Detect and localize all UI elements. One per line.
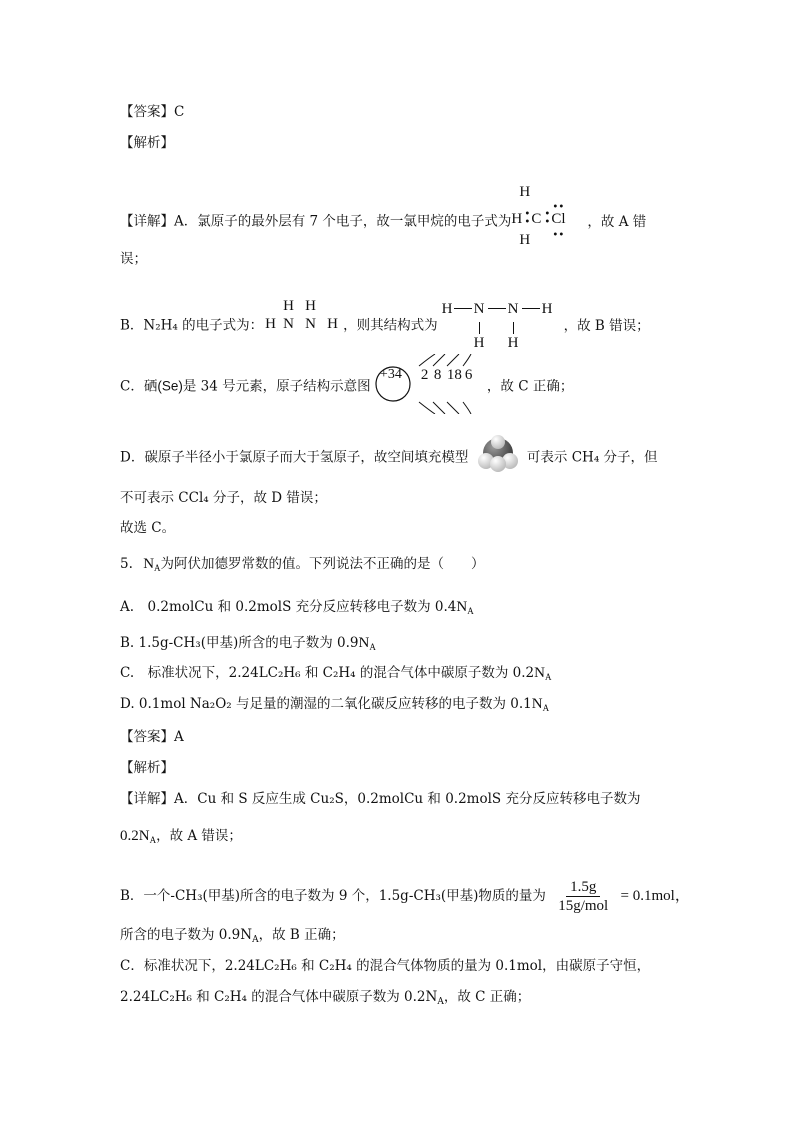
detail-d-line: [120, 441, 658, 475]
answer-5: 【答案】A: [120, 729, 184, 745]
q5-b-pre: B．一个-CH₃(甲基)所含的电子数为 9 个，1.5g-CH₃(甲基)物质的量为: [120, 888, 546, 904]
q5-detail-c-1: C．标准状况下，2.24LC₂H₆ 和 C₂H₄ 的混合气体物质的量为 0.1mol，由碳原子守恒，: [120, 958, 651, 974]
dots-2: • •: [544, 209, 551, 228]
q5-num: 5.: [120, 556, 133, 572]
shell-1: 2: [420, 367, 429, 383]
analysis-4: 【解析】: [120, 135, 174, 151]
option-a-text: A. 0.2molCu 和 0.2molS 充分反应转移电子数为 0.4: [120, 599, 457, 615]
q5-b-cont-post: ，故 B 正确；: [258, 927, 345, 943]
detail-a-cont: 误；: [120, 251, 147, 267]
s-h1: H: [441, 301, 453, 317]
question-5-stem: [120, 555, 485, 577]
detail-d-cont: 不可表示 CCl₄ 分子，故 D 错误；: [120, 490, 327, 506]
hydrazine-electron-formula: [263, 298, 343, 337]
h2: H: [305, 298, 316, 314]
detail-a-post: ，故 A 错: [587, 213, 647, 230]
q5-detail-b: [120, 878, 690, 915]
frac-numerator: 1.5g: [566, 878, 600, 897]
bond-5: [513, 322, 514, 334]
h-left: H: [511, 211, 523, 227]
chloromethane-electron-formula: [511, 184, 569, 251]
h-top: H: [519, 184, 531, 200]
bond-2: [488, 308, 506, 309]
option-a: A. 0.2molCu 和 0.2molS 充分反应转移电子数为 $0.4N_A$: [120, 599, 474, 616]
q5-detail-b-cont: 所含的电子数为 $0.9N_A$，故 B 正确；: [120, 927, 345, 945]
shell-2: 8: [433, 367, 442, 383]
answer-4: 【答案】C: [120, 104, 185, 120]
detail-a-post-5: ，故 A 错误；: [156, 828, 242, 844]
q5-b-cont: 所含的电子数为 0.9N: [120, 927, 253, 943]
c-center: C: [531, 211, 542, 227]
cl: Cl: [551, 211, 566, 227]
q5-detail-a: 【详解】A．Cu 和 S 反应生成 Cu₂S，0.2molCu 和 0.2molS 充分反应转移电子数为: [120, 791, 641, 807]
s-n1: N: [473, 301, 485, 317]
option-b: B. 1.5g-CH₃(甲基)所含的电子数为 $0.9N_A$: [120, 635, 376, 652]
s-n2: N: [507, 301, 519, 317]
q5-detail-c-2: 2.24LC₂H₆ 和 C₂H₄ 的混合气体中碳原子数为 $0.2N_A$，故 C 正确；: [120, 989, 531, 1007]
detail-a-text: 【详解】A．氯原子的最外层有 7 个电子，故一氯甲烷的电子式为: [120, 213, 512, 230]
shell-arcs: [375, 354, 487, 414]
q5-detail-a-cont: $0.2N_A$，故 A 错误；: [120, 828, 242, 845]
detail-a-value: 0.2: [120, 828, 139, 844]
n2: N: [305, 316, 316, 332]
n1: N: [283, 316, 294, 332]
s-h3: H: [473, 335, 485, 351]
detail-b-line: [120, 296, 650, 356]
dots-3: ••: [552, 202, 565, 213]
option-c-text: C. 标准状况下，2.24LC₂H₆ 和 C₂H₄ 的混合气体中碳原子数为 0.2: [120, 665, 535, 681]
b-post: ，故 B 错误；: [563, 317, 650, 334]
frac-result: = 0.1mol，: [620, 888, 690, 904]
se-atomic-structure-diagram: [375, 364, 487, 404]
detail-c-line: [120, 367, 573, 407]
dots-1: • •: [524, 209, 531, 228]
h3: H: [265, 316, 276, 332]
bond-1: [454, 308, 472, 309]
option-d: D. 0.1mol Na₂O₂ 与足量的潮湿的二氧化碳反应转移的电子数为 $0.1N_A$: [120, 696, 550, 713]
q5-stem-text: 为阿伏加德罗常数的值。下列说法不正确的是（ ）: [160, 556, 485, 572]
h4: H: [327, 316, 338, 332]
h1: H: [283, 298, 294, 314]
c-pre: C．硒: [120, 378, 158, 395]
b-mid: ，则其结构式为: [343, 317, 438, 334]
analysis-5: 【解析】: [120, 760, 174, 776]
c-post: ，故 C 正确；: [486, 378, 574, 395]
conclusion-4: 故选 C。: [120, 520, 176, 536]
c-se: (Se): [157, 378, 183, 394]
b-pre: B．N₂H₄ 的电子式为：: [120, 317, 264, 334]
option-d-text: D. 0.1mol Na₂O₂ 与足量的潮湿的二氧化碳反应转移的电子数为 0.1: [120, 696, 532, 712]
shell-3: 18: [446, 367, 462, 383]
d-post: 可表示 CH₄ 分子，但: [526, 449, 658, 466]
option-b-text: B. 1.5g-CH₃(甲基)所含的电子数为 0.9: [120, 635, 359, 651]
detail-a-line: [120, 184, 647, 253]
s-h4: H: [507, 335, 519, 351]
option-c: C. 标准状况下，2.24LC₂H₆ 和 C₂H₄ 的混合气体中碳原子数为 $0.2N_A$: [120, 665, 552, 682]
c-mid: 是 34 号元素，原子结构示意图: [182, 378, 371, 395]
h-bottom: H: [519, 232, 531, 248]
q5-c-line2-post: ，故 C 正确；: [443, 989, 531, 1005]
frac-denominator: 15g/mol: [558, 898, 609, 914]
shell-4: 6: [464, 367, 473, 383]
d-pre: D．碳原子半径小于氯原子而大于氢原子，故空间填充模型: [120, 449, 469, 466]
q5-c-line2: 2.24LC₂H₆ 和 C₂H₄ 的混合气体中碳原子数为 0.2N: [120, 989, 438, 1005]
molar-fraction: [554, 878, 612, 915]
s-h2: H: [541, 301, 553, 317]
bond-4: [479, 322, 480, 334]
na-symbol: $N_A$: [143, 556, 161, 573]
dots-4: ••: [552, 230, 565, 241]
bond-3: [522, 308, 540, 309]
space-filling-model-image: [473, 437, 523, 471]
nucleus-label: +34: [379, 367, 402, 382]
